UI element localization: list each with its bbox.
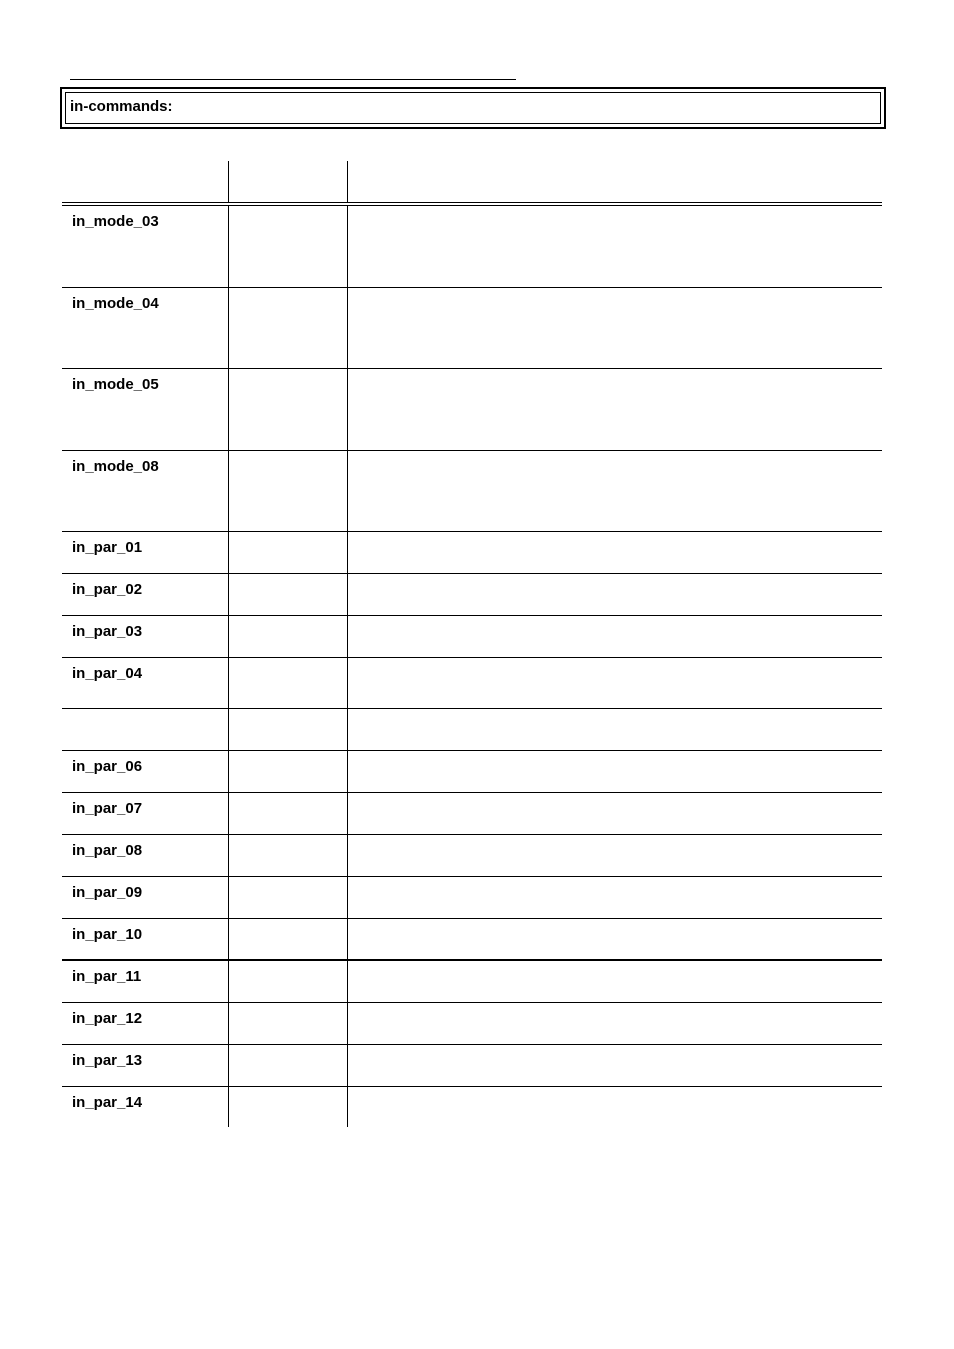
section-header-box [60, 87, 886, 129]
command-name: in_par_14 [72, 1094, 143, 1111]
section-title: in-commands: [70, 98, 173, 115]
command-name: in_par_13 [72, 1052, 143, 1069]
column-divider [228, 919, 229, 959]
column-divider [228, 1045, 229, 1086]
table-row [62, 574, 882, 616]
command-name: in_mode_05 [72, 376, 159, 393]
header-rule [70, 79, 516, 80]
column-divider [228, 793, 229, 834]
column-divider [347, 961, 348, 1002]
column-divider [347, 751, 348, 792]
table-row [62, 658, 882, 709]
table-row [62, 709, 882, 751]
table-row [62, 532, 882, 574]
command-name: in_par_08 [72, 842, 143, 859]
column-divider [347, 288, 348, 368]
column-divider [228, 961, 229, 1002]
column-divider [228, 835, 229, 876]
table-row [62, 451, 882, 532]
table-row [62, 288, 882, 369]
table-row [62, 835, 882, 877]
table-row [62, 1003, 882, 1045]
column-divider [347, 532, 348, 573]
column-divider [347, 616, 348, 657]
commands-table [62, 161, 882, 1127]
command-name: in_par_06 [72, 758, 143, 775]
column-divider [228, 369, 229, 450]
command-name: in_par_12 [72, 1010, 143, 1027]
table-row [62, 206, 882, 288]
table-row [62, 1045, 882, 1087]
column-divider [347, 451, 348, 531]
column-divider [228, 574, 229, 615]
table-row [62, 751, 882, 793]
command-name: in_par_04 [72, 665, 143, 682]
command-name: in_par_01 [72, 539, 143, 556]
table-row [62, 369, 882, 451]
column-divider [347, 835, 348, 876]
column-divider [347, 161, 348, 202]
column-divider [347, 658, 348, 708]
table-row [62, 1087, 882, 1127]
column-divider [347, 793, 348, 834]
column-divider [347, 206, 348, 287]
command-name: in_par_10 [72, 926, 143, 943]
command-name: in_mode_08 [72, 458, 159, 475]
column-divider [228, 206, 229, 287]
command-name: in_mode_03 [72, 213, 159, 230]
command-name: in_par_11 [72, 968, 142, 985]
column-divider [347, 1003, 348, 1044]
command-name: in_par_03 [72, 623, 143, 640]
table-row [62, 793, 882, 835]
command-name: in_par_09 [72, 884, 143, 901]
table-row [62, 919, 882, 961]
table-row [62, 877, 882, 919]
column-divider [347, 369, 348, 450]
column-divider [347, 1045, 348, 1086]
command-name: in_mode_04 [72, 295, 159, 312]
column-divider [228, 288, 229, 368]
column-divider [228, 658, 229, 708]
column-divider [228, 451, 229, 531]
column-divider [347, 709, 348, 750]
column-divider [228, 161, 229, 202]
column-divider [228, 1087, 229, 1127]
command-name: in_par_07 [72, 800, 143, 817]
table-row [62, 961, 882, 1003]
column-divider [347, 877, 348, 918]
column-divider [228, 1003, 229, 1044]
column-divider [347, 1087, 348, 1127]
column-divider [228, 751, 229, 792]
column-divider [347, 919, 348, 959]
column-divider [228, 877, 229, 918]
table-row [62, 616, 882, 658]
column-divider [228, 616, 229, 657]
column-divider [228, 532, 229, 573]
table-header-row [62, 161, 882, 203]
column-divider [228, 709, 229, 750]
section-header-inner-border [65, 92, 881, 124]
column-divider [347, 574, 348, 615]
command-name: in_par_02 [72, 581, 143, 598]
